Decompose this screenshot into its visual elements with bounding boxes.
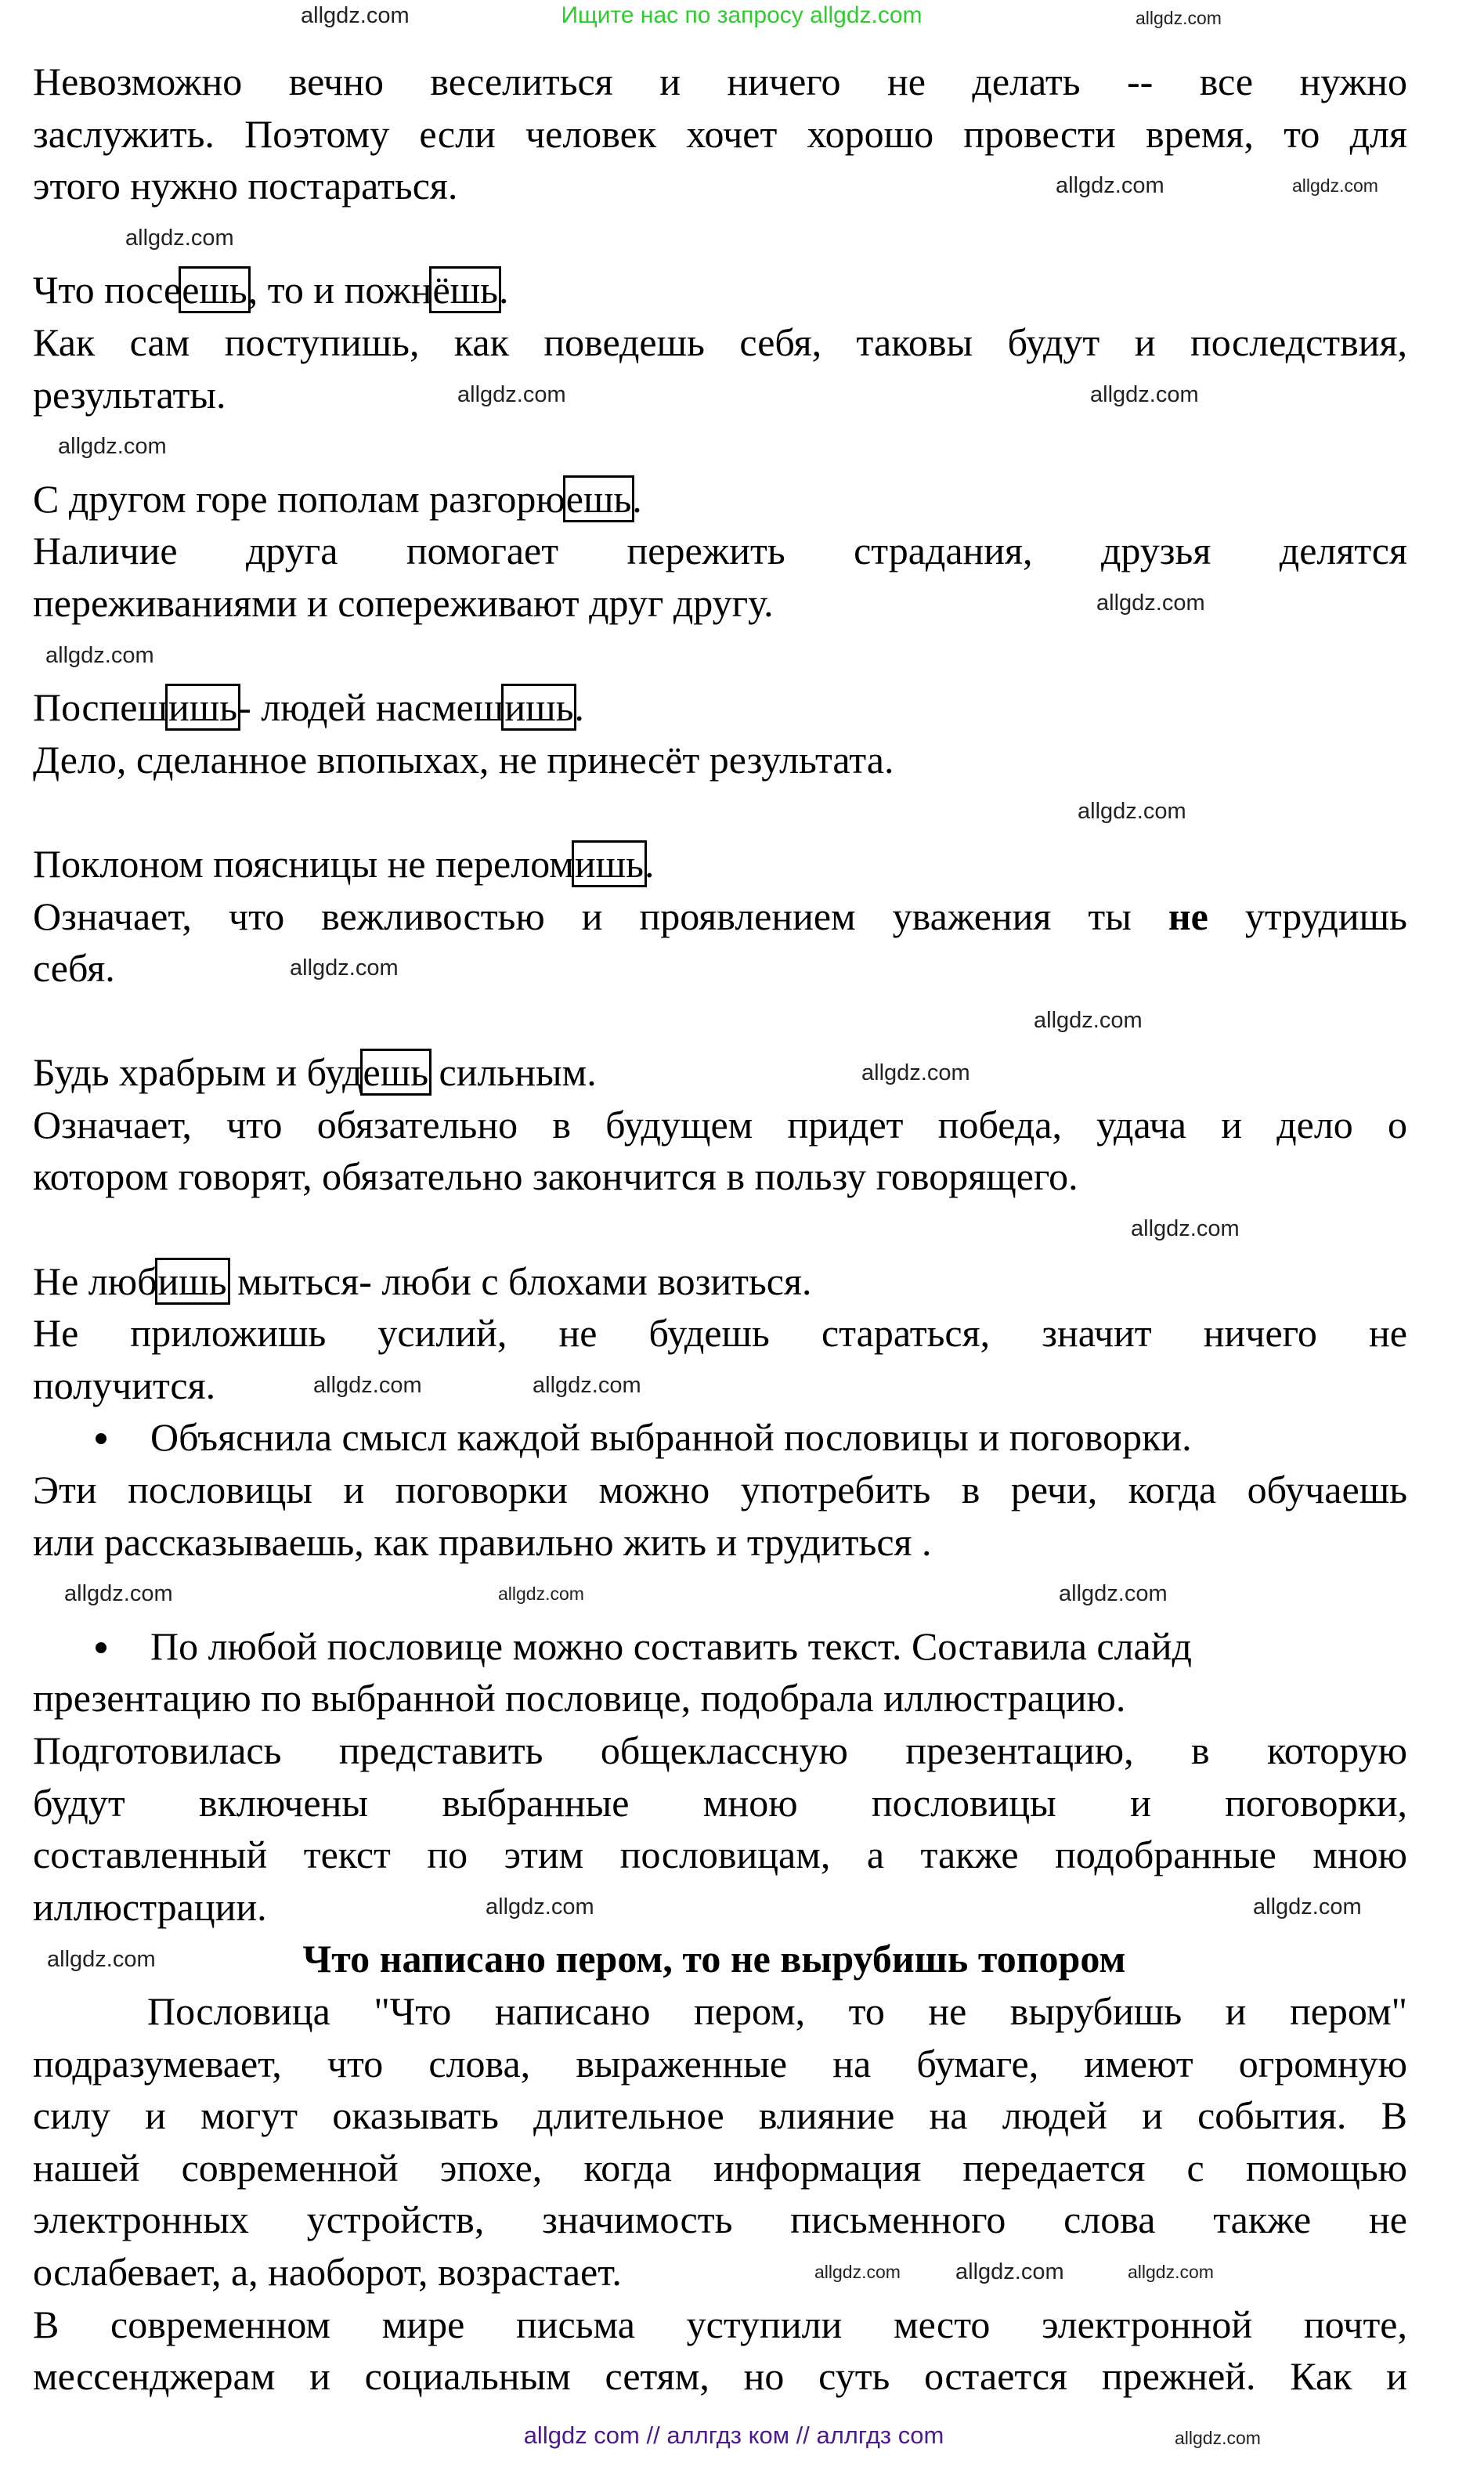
text-line (33, 1985, 1407, 2038)
watermark: allgdz.com (533, 1373, 641, 1398)
text-segment: . (632, 476, 642, 521)
footer-banner: allgdz com // аллгдз ком // аллгдз com (523, 2421, 944, 2449)
watermark: allgdz.com (457, 382, 566, 407)
text-segment: себя. (33, 946, 115, 991)
text-segment: , то и пожн (247, 268, 432, 312)
text-segment: получится. (33, 1363, 216, 1407)
text-segment: будут включены выбранные мною пословицы и поговорки, (33, 1780, 1407, 1825)
text-line (33, 1360, 1407, 1412)
text-segment: Поклоном поясницы не перелом (33, 841, 574, 886)
text-segment: мыться- люби с блохами возиться. (227, 1259, 812, 1303)
text-line (33, 108, 1407, 161)
bullet-item (33, 1411, 1407, 1464)
watermark: allgdz.com (1056, 173, 1164, 198)
highlighted-ending: ешь (360, 1049, 432, 1096)
text-segment: - людей насмеш (238, 685, 504, 730)
text-line (33, 942, 1407, 995)
watermark: allgdz.com (861, 1060, 970, 1085)
text-line (33, 525, 1407, 577)
watermark: allgdz.com (1128, 2262, 1214, 2282)
highlighted-ending: ишь (155, 1258, 230, 1305)
watermark: allgdz.com (955, 2259, 1064, 2284)
text-segment: переживаниями и сопереживают друг другу. (33, 580, 774, 625)
watermark: allgdz.com (125, 226, 234, 251)
text-line (33, 1307, 1407, 1360)
watermark: allgdz.com (58, 434, 167, 459)
text-segment: В современном мире письма уступили место электронной почте, (33, 2302, 1407, 2346)
text-line (33, 1516, 1407, 1569)
blank-line (33, 995, 1407, 1047)
text-segment: презентацию по выбранной пословице, подобрала иллюстрацию. (33, 1676, 1126, 1721)
watermark: allgdz.com (1253, 1894, 1362, 1919)
text-line (33, 2299, 1407, 2351)
watermark: allgdz.com (290, 955, 399, 980)
text-segment: подразумевает, что слова, выраженные на бумаге, имеют огромную (33, 2041, 1407, 2086)
text-segment: Что написано пером, то не вырубишь топором (302, 1937, 1126, 1981)
text-line (33, 1829, 1407, 1881)
text-segment: Объяснила смысл каждой выбранной пословицы и поговорки. (150, 1415, 1192, 1460)
highlighted-ending: ишь (501, 684, 576, 731)
text-segment: С другом горе пополам разгорю (33, 476, 565, 521)
text-line (33, 56, 1407, 108)
blank-line (33, 212, 1407, 265)
text-segment: Эти пословицы и поговорки можно употребить в речи, когда обучаешь (33, 1468, 1407, 1512)
text-segment: По любой пословице можно составить текст. Составила слайд (150, 1623, 1192, 1668)
text-line (33, 369, 1407, 421)
text-line (33, 734, 1407, 786)
text-segment: Дело, сделанное впопыхах, не принесёт результата. (33, 737, 894, 782)
highlighted-ending: ешь (563, 475, 635, 522)
text-segment: Поспеш (33, 685, 168, 730)
section-title (33, 1933, 1407, 1985)
text-segment: сильным. (429, 1050, 597, 1095)
text-line (33, 1464, 1407, 1516)
text-segment: Подготовилась представить общеклассную презентацию, в которую (33, 1728, 1407, 1772)
watermark: allgdz.com (1096, 590, 1205, 616)
text-segment: мессенджерам и социальным сетям, но суть остается прежней. Как и (33, 2354, 1407, 2399)
watermark: allgdz.com (45, 643, 154, 668)
text-line (33, 2038, 1407, 2090)
text-segment: Невозможно вечно веселиться и ничего не делать -- все нужно (33, 60, 1407, 103)
text-line (33, 2142, 1407, 2194)
text-segment: Не люб (33, 1259, 157, 1303)
blank-line (33, 630, 1407, 682)
watermark: allgdz.com (1131, 1216, 1240, 1241)
bullet-item (33, 1620, 1407, 1673)
text-line (33, 1255, 1407, 1308)
text-segment: нашей современной эпохе, когда информация передается с помощью (33, 2145, 1407, 2190)
text-segment: этого нужно постараться. (33, 164, 458, 208)
watermark: allgdz.com (313, 1373, 422, 1398)
watermark: allgdz.com (301, 3, 410, 28)
watermark: allgdz.com (486, 1894, 594, 1919)
text-line (33, 1150, 1407, 1203)
text-line (33, 1046, 1407, 1099)
text-segment: электронных устройств, значимость письменного слова также не (33, 2198, 1407, 2242)
watermark: allgdz.com (1175, 2428, 1261, 2448)
text-segment: Означает, что вежливостью и проявлением уважения ты (33, 894, 1168, 938)
text-line (33, 838, 1407, 890)
text-line (33, 473, 1407, 525)
highlighted-ending: ишь (572, 840, 647, 887)
text-segment: Что посе (33, 268, 182, 312)
watermark: allgdz.com (1292, 175, 1378, 196)
watermark: allgdz.com (1059, 1581, 1168, 1606)
text-line (33, 681, 1407, 734)
blank-line (33, 421, 1407, 473)
text-segment: Пословица "Что написано пером, то не вырубишь и пером" (147, 1988, 1407, 2033)
text-line (33, 264, 1407, 316)
watermark: allgdz.com (498, 1584, 584, 1604)
text-line (33, 1881, 1407, 1934)
text-segment: Наличие друга помогает пережить страдания, друзья делятся (33, 529, 1407, 573)
text-line (33, 316, 1407, 369)
watermark: allgdz.com (64, 1581, 173, 1606)
text-segment: . (644, 841, 655, 886)
text-line (33, 1777, 1407, 1829)
watermark: allgdz.com (814, 2262, 901, 2282)
text-segment: составленный текст по этим пословицам, а также подобранные мною (33, 1833, 1407, 1877)
highlighted-ending: ёшь (429, 266, 501, 313)
blank-line (33, 785, 1407, 838)
text-segment: ослабевает, а, наоборот, возрастает. (33, 2249, 622, 2294)
watermark: allgdz.com (1034, 1008, 1143, 1033)
text-segment: заслужить. Поэтому если человек хочет хорошо провести время, то для (33, 111, 1407, 156)
text-segment: силу и могут оказывать длительное влияние на людей и события. В (33, 2093, 1407, 2138)
blank-line (33, 1568, 1407, 1620)
text-segment: результаты. (33, 372, 226, 417)
text-segment: иллюстрации. (33, 1884, 267, 1929)
text-segment: утрудишь (1208, 894, 1407, 938)
highlighted-ending: ешь (179, 266, 251, 313)
text-segment: Будь храбрым и буд (33, 1050, 363, 1095)
text-line (33, 1672, 1407, 1724)
highlighted-ending: ишь (165, 684, 240, 731)
bold-text: не (1168, 894, 1208, 938)
text-line (33, 160, 1407, 212)
text-line (33, 890, 1407, 943)
text-segment: Означает, что обязательно в будущем придет победа, удача и дело о (33, 1102, 1407, 1147)
search-banner: Ищите нас по запросу allgdz.com (561, 2, 923, 28)
text-line (33, 1724, 1407, 1777)
text-segment: Как сам поступишь, как поведешь себя, таковы будут и последствия, (33, 320, 1407, 364)
watermark: allgdz.com (47, 1947, 156, 1972)
text-segment: или рассказываешь, как правильно жить и трудиться . (33, 1519, 932, 1564)
watermark: allgdz.com (1078, 799, 1186, 824)
text-line (33, 2089, 1407, 2142)
text-segment: Не приложишь усилий, не будешь стараться, значит ничего не (33, 1311, 1407, 1356)
text-segment: . (574, 685, 584, 730)
text-line (33, 2194, 1407, 2246)
text-line (33, 1099, 1407, 1151)
text-segment: . (498, 268, 509, 312)
watermark: allgdz.com (1090, 382, 1199, 407)
watermark: allgdz.com (1136, 8, 1222, 28)
text-line (33, 2350, 1407, 2403)
text-segment: котором говорят, обязательно закончится в пользу говорящего. (33, 1154, 1078, 1199)
